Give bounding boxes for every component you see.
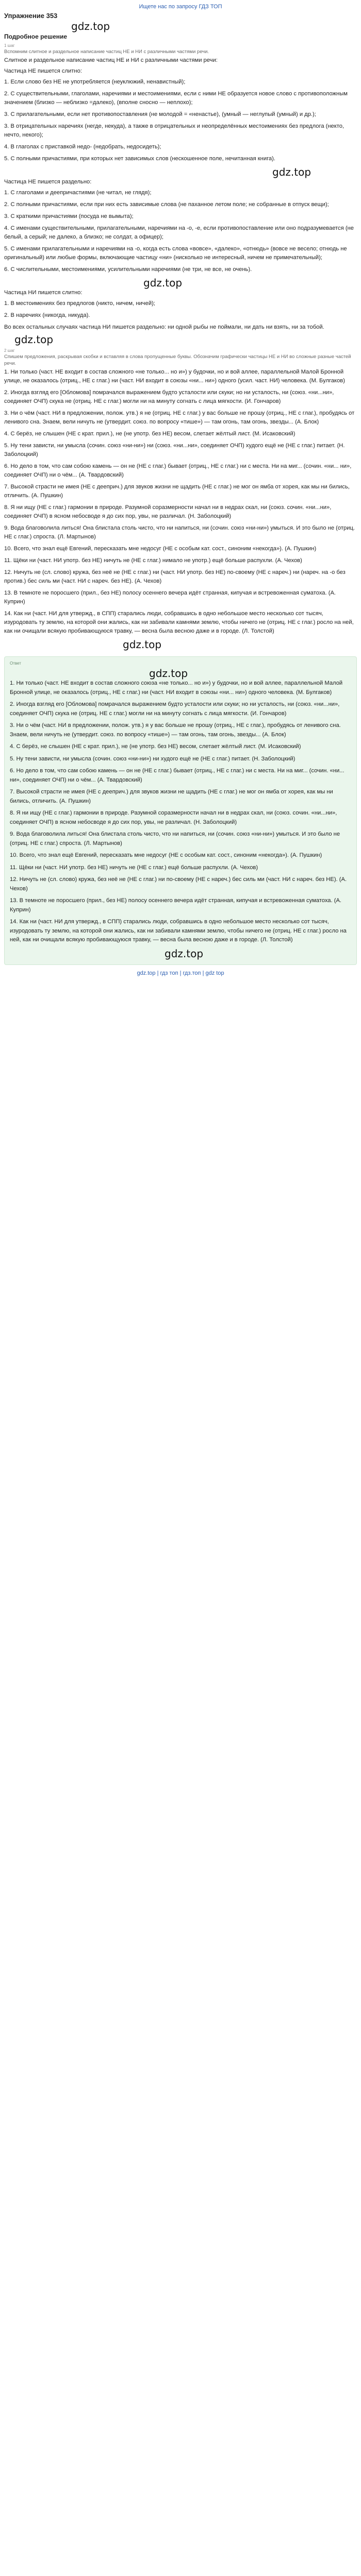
sentence-item: 9. Вода благоволила литься! Она блистала столь чисто, что ни напиться, ни (сочин. союз «ни-ни») умыться. И это было не (отриц. НЕ с глаг.) спроста. (Л. Мартынов) — [4, 525, 355, 540]
sentence-item: 10. Всего, что знал ещё Евгений, пересказать мне недосуг (НЕ с особым кат. сост., синоним «некогда»). (А. Пушкин) — [4, 546, 317, 552]
step-intro: Вспомним слитное и раздельное написание частиц НЕ и НИ с различными частями речи. — [4, 49, 209, 55]
sentence-item: 11. Щёки ни (част. НИ употр. без НЕ) ничуть не (НЕ с глаг.) нимало не употр.) ещё больше распухли. (А. Чехов) — [4, 557, 302, 564]
step-task: Спишем предложения, раскрывая скобки и вставляя в слова пропущенные буквы. Обозначим графически частицы НЕ и НИ во сложные разные частей речи. — [4, 354, 351, 366]
sentence-item: 6. Но дело в том, что сам собою камень — он не (НЕ с глаг.) бывает (отриц., НЕ с глаг.) ни с места. Ни на миг... (сочин. «ни... ни», соединяет ОЧП) ни о чём... (А. Твардовский) — [4, 463, 352, 478]
answer-item: 8. Я ни ищу (НЕ с глаг.) гармонии в природе. Разумной соразмерности начал ни в недрах скал, ни (союз. сочин. «ни...ни», соединяет ОЧП) в ясном небосводе я до сих пор, увы, не различал. (Н. Заболоцкий) — [10, 810, 337, 825]
rule-item: 2. С существительными, глаголами, наречиями и местоимениями, если с ними НЕ образуется новое слово с противоположным значением (близко — неблизко =далеко), (вполне сносно — неплохо); — [4, 91, 348, 106]
rule-item: 2. В наречиях (никогда, никуда). — [4, 312, 90, 318]
rule-item: 2. С полными причастиями, если при них есть зависимые слова (не паханное летом поле; не собранные в отпуск вещи); — [4, 201, 329, 208]
answer-item: 1. Ни только (част. НЕ входит в состав сложного союза «не только... но и») у будочки, но и вой аллее, параллельной Малой Бронной улице, не оказалось (отриц., НЕ с глаг.) ни (част. НИ входит в союзы «ни... ни») одного человека. (М. Булгаков) — [10, 680, 343, 696]
answer-item: 13. В темноте не поросшего (прил., без НЕ) полосу осеннего вечера идёт странная, кипучая и встревоженная суматоха. (А. Куприн) — [10, 897, 342, 913]
answer-item: 11. Щёки ни (част. НИ употр. без НЕ) ничуть не (НЕ с глаг.) ещё больше распухли. (А. Чехов) — [10, 864, 258, 871]
sentence-item: 12. Ничуть не (сл. слово) кружа, без неё не (НЕ с глаг.) ни (част. НИ употр. без НЕ) по-своему (НЕ с нареч.) ни (нареч. на -о без против.) бес силь ми (част. НИ с нареч. без НЕ). (А. Чехов) — [4, 569, 346, 584]
sentence-item: 4. С берёз, не слышен (НЕ с крат. прил.), не (не употр. без НЕ) весом, слетает жёлтый лист. (М. Исаковский) — [4, 431, 296, 437]
watermark: gdz.top — [14, 333, 54, 346]
footer-links[interactable]: gdz.top | гдз топ | гдз.топ | gdz top — [137, 970, 224, 976]
sentence-item: 1. Ни только (част. НЕ входит в состав сложного «не только... но и») у будочки, но и вой аллее, параллельной Малой Бронной улице, не оказалось (отриц., НЕ с глаг.) ни (част. НИ входит в союзы «ни... ни») одного (усил. част. НИ) человека. (М. Булгаков) — [4, 369, 345, 384]
rule-item: 1. В местоимениях без предлогов (никто, ничем, ничей); — [4, 300, 155, 307]
page — [0, 0, 361, 976]
ni-together-list — [4, 299, 357, 320]
ne-separate-list — [4, 189, 357, 274]
solution-heading: Подробное решение — [4, 33, 68, 40]
sentence-item: 3. Ни о чём (част. НИ в предложении, полож. утв.) я не (отриц. НЕ с глаг.) у вас больше не прошу (отриц., НЕ с глаг.), пробудясь от ленивого сна. Знаем, вели ничуть не (утвердит. союз. по вопросу «тише») — там огонь, там огонь, звезды... (А. Блок) — [4, 410, 355, 425]
answer-item: 3. Ни о чём (част. НИ в предложении, полож. утв.) я у вас больше не прошу (отриц., НЕ с глаг.), пробудясь от ленивого сна. Знаем, вели ничуть не (утвердит. союз. по вопросу «тише») — там огонь, там огонь, звезды... (А. Блок) — [10, 722, 341, 738]
sentence-item: 14. Как ни (част. НИ для утвержд., в СПП) старались люди, собравшись в одно небольшое место несколько сот тысяч, изуродовать ту землю, на которой они жались, как ни забивали камнями землю, чтобы ничего не (отриц. НЕ с глаг.) росло на ней, как ни очищали всякую пробивающуюся травку, — весна была весною даже и в городе. (Л. Толстой) — [4, 611, 354, 634]
rule-item: 1. Если слово без НЕ не употребляется (неуклюжий, ненавистный); — [4, 79, 186, 85]
answer-label: Ответ — [10, 661, 21, 666]
rule-item: 1. С глаголами и деепричастиями (не читал, не глядя); — [4, 190, 152, 196]
top-search-link[interactable]: Ищете нас по запросу ГДЗ ТОП — [139, 4, 222, 10]
ni-separate-note: Во всех остальных случаях частица НИ пишется раздельно: ни одной рыбы не поймали, ни дать ни взять, ни за тобой. — [4, 324, 324, 330]
answer-item: 6. Но дело в том, что сам собою камень — он не (НЕ с глаг.) бывает (отриц., НЕ с глаг.) ни с места. Ни на миг... (сочин. «ни... ни», соединяет ОЧП) ни о чём... (А. Твардовский) — [10, 768, 344, 783]
rule-item: 3. С прилагательными, если нет противопоставления (не молодой = «ненастье), (умный — неглупый (умный) и др.); — [4, 111, 316, 117]
sentence-list — [4, 368, 357, 636]
rule-item: 3. В отрицательных наречиях (негде, некуда), а также в отрицательных и неопределённых местоимениях без предлога (некто, нечто, некого); — [4, 123, 344, 138]
watermark: gdz.top — [123, 638, 162, 651]
watermark: gdz.top — [165, 947, 204, 960]
exercise-title: Упражнение 353 — [4, 12, 58, 20]
answer-item: 4. С берёз, не слышен (НЕ с крат. прил.), не (не употр. без НЕ) весом, слетает жёлтый лист. (М. Исаковский) — [10, 743, 301, 750]
answer-item: 12. Ничуть не (сл. слово) кружа, без неё не (НЕ с глаг.) ни по-своему (НЕ с нареч.) бес силь ми (част. НИ с нареч. без НЕ). (А. Чехов) — [10, 876, 347, 892]
watermark: gdz.top — [71, 20, 110, 32]
rule-item: 5. С полными причастиями, при которых нет зависимых слов (нескошенное поле, нечитанная книга). — [4, 156, 275, 162]
step-label: 1 шаг — [4, 43, 15, 48]
sentence-item: 7. Высокой страсти не имея (НЕ с дееприч.) для звуков жизни не щадить (НЕ с глаг.) не мог он ямба от хорея, как мы ни бились, отличить. (А. Пушкин) — [4, 484, 350, 499]
sentence-item: 2. Иногда взгляд его [Обломова] помрачался выражением будто усталости или скуки; но ни усталость, ни (союз. «ни...ни», соединяет ОЧП) скука не (отриц. НЕ с глаг.) могли ни на минуту согнать с лица мягкости. (И. Гончаров) — [4, 389, 334, 404]
watermark: gdz.top — [272, 166, 311, 178]
rule-item: 3. С краткими причастиями (посуда не вымыта); — [4, 213, 134, 219]
answer-box — [4, 656, 357, 965]
answer-item: 10. Всего, что знал ещё Евгений, пересказать мне недосуг (НЕ с особым кат. сост., синоним «некогда»). (А. Пушкин) — [10, 852, 322, 858]
answer-item: 5. Ну тени зависти, ни умысла (сочин. союз «ни-ни») ни худого ещё не (НЕ с глаг.) питает. (Н. Заболоцкий) — [10, 755, 296, 762]
rule-item: 4. В глаголах с приставкой недо- (недобрать, недосидеть); — [4, 144, 161, 150]
answer-item: 2. Иногда взгляд его [Обломова] помрачался выражением будто усталости или скуки; но ни усталость, ни (союз. «ни...ни», соединяет ОЧП) скука не (отриц. НЕ с глаг.) могли ни на минуту согнать с лица мягкости. (И. Гончаров) — [10, 701, 340, 717]
sentence-item: 5. Ну тени зависти, ни умысла (сочин. союз «ни-ни») ни (союз. «ни...ни», соединяет ОЧП) худого ещё не (НЕ с глаг.) питает. (Н. Заболоцкий) — [4, 443, 345, 457]
watermark: gdz.top — [143, 277, 183, 289]
ne-separate-label: Частица НЕ пишется раздельно: — [4, 179, 92, 185]
rule-item: 5. С именами прилагательными и наречиями на -о, когда есть слова «вовсе», «далеко», «отнюдь» (вовсе не весело; отнюдь не оригинальный) или любые формы, включающие частицу «ни» (нисколько не интересный, ничем не примечательный); — [4, 246, 347, 261]
ni-together-label: Частица НИ пишется слитно: — [4, 290, 83, 296]
rule-title: Слитное и раздельное написание частиц НЕ и НИ с различными частями речи: — [4, 57, 218, 63]
watermark: gdz.top — [149, 667, 188, 680]
step-label: 2 шаг — [4, 348, 15, 353]
sentence-item: 8. Я ни ищу (НЕ с глаг.) гармонии в природе. Разумной соразмерности начал ни в недрах скал, ни (союз. сочин. «ни...ни», соединяет ОЧП) в ясном небосводе я до сих пор, увы, не различал. (Н. Заболоцкий) — [4, 504, 332, 519]
answer-item: 14. Как ни (част. НИ для утвержд., в СПП) старались люди, собравшись в одно небольшое место несколько сот тысяч, изуродовать ту землю, на которой они жались, как ни забивали камнями землю, чтобы ничего не (отриц. НЕ с глаг.) росло на ней, как ни очищали всякую пробивающуюся травку, — весна была весною даже и в городе. (Л. Толстой) — [10, 919, 347, 943]
ne-together-list — [4, 78, 357, 163]
answer-item: 7. Высокой страсти не имея (НЕ с дееприч.) для звуков жизни не щадить (НЕ с глаг.) не мог он ямба от хорея, как мы ни бились, отличить. (А. Пушкин) — [10, 789, 333, 804]
rule-item: 6. С числительными, местоимениями, усилительными наречиями (не три, не все, не очень). — [4, 266, 252, 273]
rule-item: 4. С именами существительными, прилагательными, наречиями на -о, -е, если противопоставление или оно подразумевается (не белый, а серый; не далеко, а близко; не солдат, а офицер); — [4, 225, 354, 240]
answer-item: 9. Вода благоволила литься! Она блистала столь чисто, что ни напиться, ни (сочин. союз «ни-ни») умыться. И это было не (отриц. НЕ с глаг.) спроста. (Л. Мартынов) — [10, 831, 340, 846]
answer-list — [10, 679, 351, 945]
sentence-item: 13. В темноте не поросшего (прил., без НЕ) полосу осеннего вечера идёт странная, кипучая и встревоженная суматоха. (А. Куприн) — [4, 590, 336, 605]
ne-together-label: Частица НЕ пишется слитно: — [4, 68, 82, 74]
